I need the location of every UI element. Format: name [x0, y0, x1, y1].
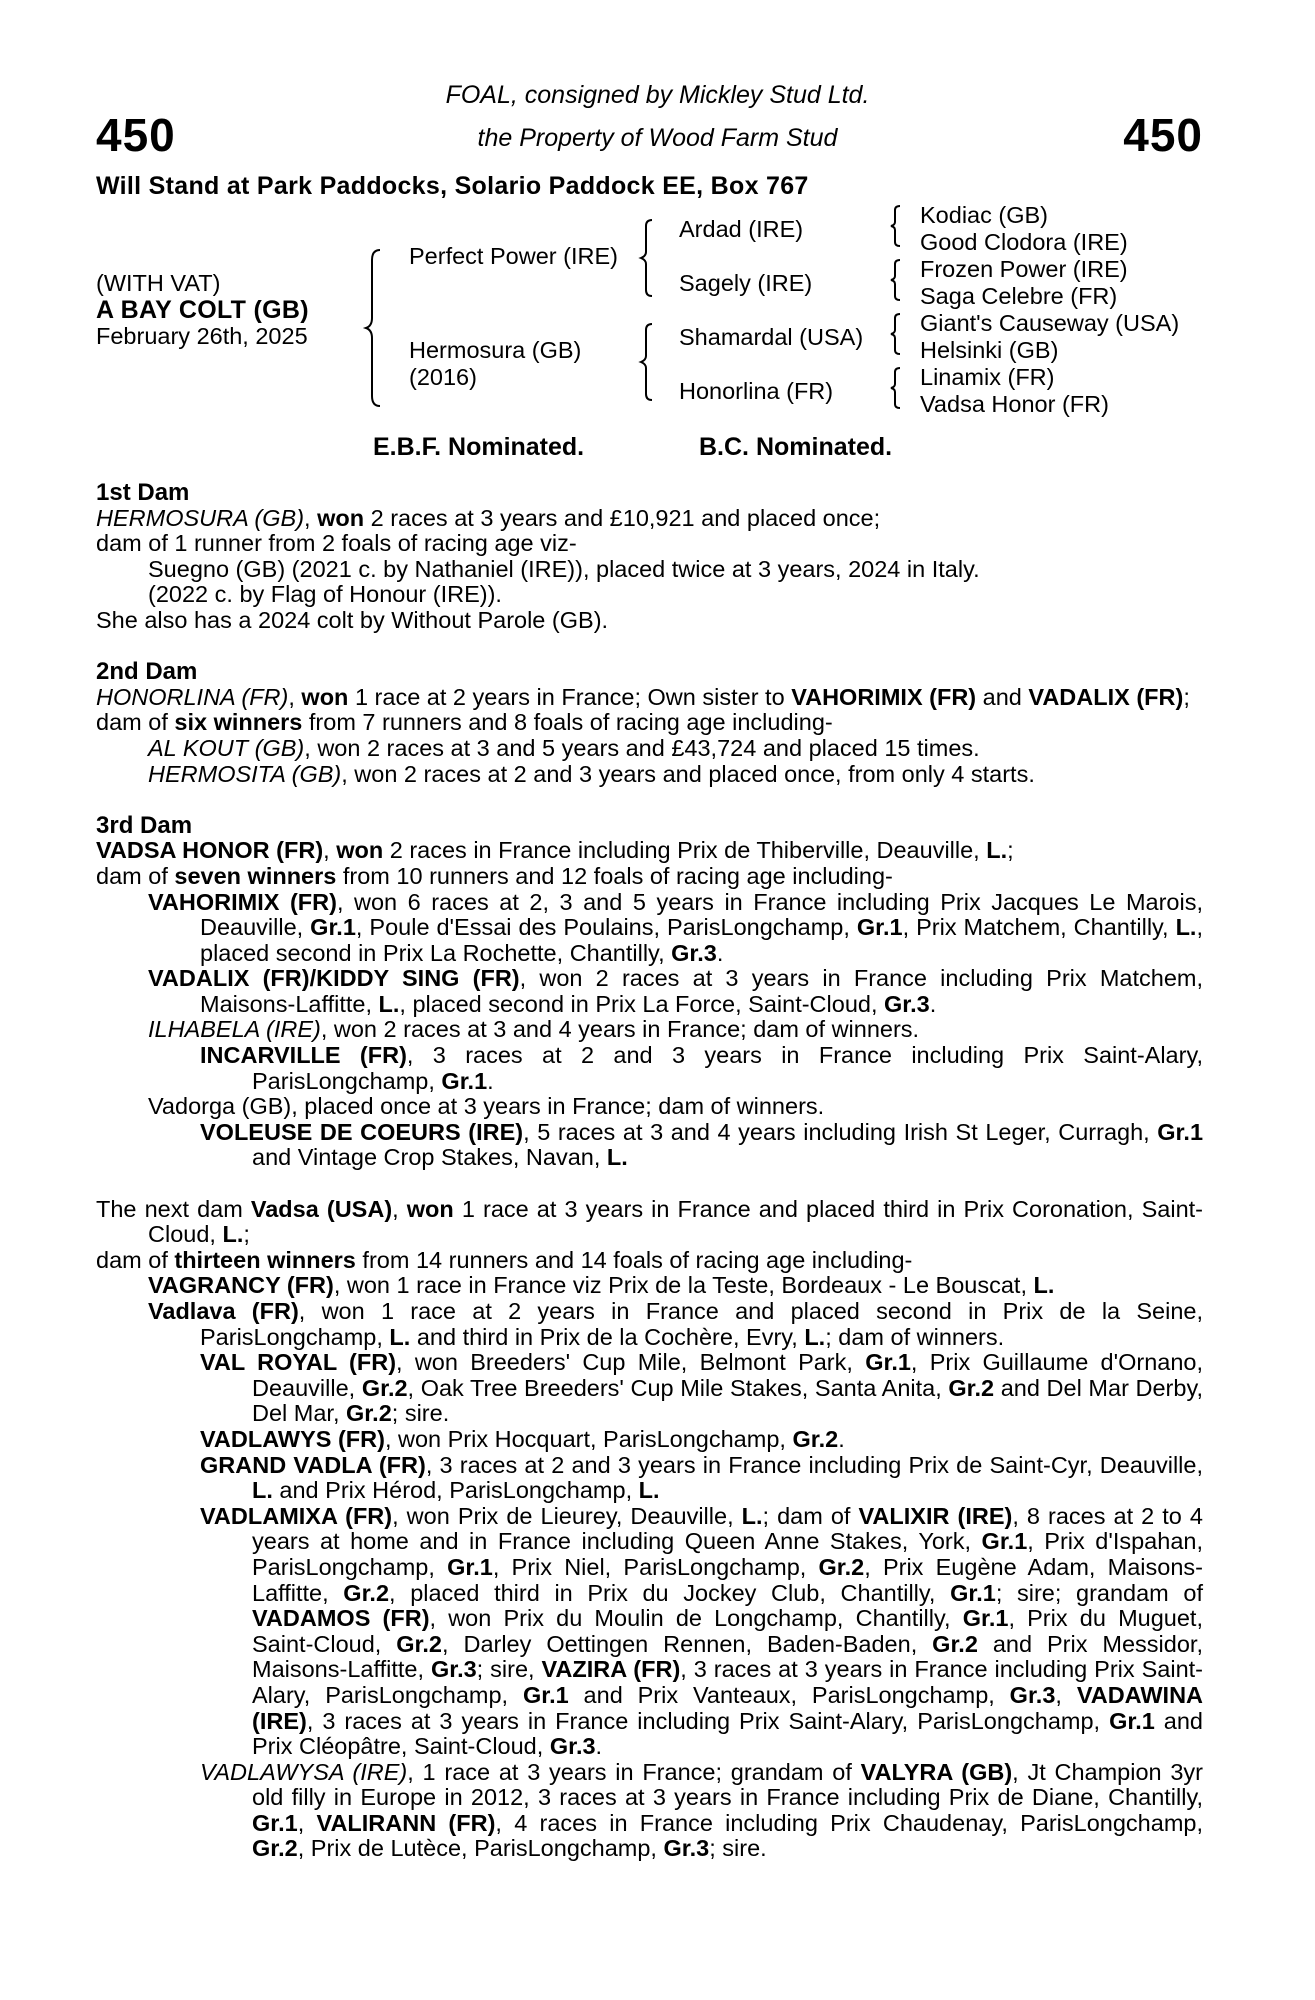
- second-dam-section: [96, 659, 1203, 787]
- next-dam-offspring-vagrancy: VAGRANCY (FR), won 1 race in France viz Prix de la Teste, Bordeaux - Le Bouscat, L.: [148, 1272, 1055, 1299]
- dd-dam-name: Vadsa Honor (FR): [920, 391, 1109, 417]
- sire-sire-name: Ardad (IRE): [679, 216, 804, 242]
- ds-dam-name: Helsinki (GB): [920, 337, 1059, 363]
- sire-dam-name: Sagely (IRE): [679, 270, 813, 296]
- first-dam-record: HERMOSURA (GB), won 2 races at 3 years and £10,921 and placed once;: [96, 504, 881, 531]
- next-dam-record: The next dam Vadsa (USA), won 1 race at 3 years in France and placed third in Prix Coronation, Saint-Cloud, L.;: [96, 1195, 1203, 1248]
- ilhabela-offspring-incarville: INCARVILLE (FR), 3 races at 2 and 3 years in France including Prix Saint-Alary, ParisLongchamp, Gr.1.: [200, 1042, 1203, 1094]
- third-dam-heading: 3rd Dam: [96, 811, 193, 839]
- third-dam-offspring-vahorimix: VAHORIMIX (FR), won 6 races at 2, 3 and 5 years in France including Prix Jacques Le Marois, Deauville, Gr.1, Poule d'Essai des Poulains, ParisLongchamp, Gr.1, Prix Matchem, Chantilly, L., placed second in Prix La Rochette, Chantilly, Gr.3.: [148, 888, 1204, 966]
- bc-nomination: B.C. Nominated.: [699, 433, 893, 461]
- first-dam-heading: 1st Dam: [96, 479, 190, 506]
- vadlava-offspring-vadlawysa: VADLAWYSA (IRE), 1 race at 3 years in France; grandam of VALYRA (GB), Jt Champion 3yr old filly in Europe in 2012, 3 races at 3 years in France including Prix de Diane, Chantilly, Gr.1, VALIRANN (FR), 4 races in France including Prix Chaudenay, ParisLongchamp, Gr.2, Prix de Lutèce, ParisLongchamp, Gr.3; sire.: [200, 1758, 1204, 1862]
- lot-description: A BAY COLT (GB): [96, 296, 309, 324]
- consignment-line-1: FOAL, consigned by Mickley Stud Ltd.: [445, 81, 870, 109]
- dd-sire-name: Linamix (FR): [920, 364, 1055, 390]
- ds-brace: [890, 312, 904, 356]
- vadlava-offspring-grand-vadla: GRAND VADLA (FR), 3 races at 2 and 3 years in France including Prix de Saint-Cyr, Deauville, L. and Prix Hérod, ParisLongchamp, L.: [200, 1451, 1203, 1504]
- sire-name: Perfect Power (IRE): [409, 243, 618, 269]
- third-dam-offspring-ilhabela: ILHABELA (IRE), won 2 races at 3 and 4 years in France; dam of winners.: [148, 1016, 920, 1043]
- third-dam-section: [96, 813, 1203, 1171]
- next-dam-section: [96, 1197, 1203, 1862]
- second-dam-produce: dam of six winners from 7 runners and 8 foals of racing age including-: [96, 709, 833, 736]
- dam-brace: [640, 322, 656, 402]
- first-dam-name: HERMOSURA (GB): [96, 504, 305, 531]
- vadlava-offspring-vadlawys: VADLAWYS (FR), won Prix Hocquart, ParisLongchamp, Gr.2.: [200, 1425, 845, 1452]
- first-dam-offspring-2: (2022 c. by Flag of Honour (IRE)).: [148, 581, 502, 608]
- next-dam-produce: dam of thirteen winners from 14 runners and 14 foals of racing age including-: [96, 1246, 913, 1273]
- catalogue-body: [96, 480, 1203, 1862]
- sd-dam-name: Saga Celebre (FR): [920, 283, 1118, 309]
- next-dam-offspring-vadlava: Vadlava (FR), won 1 race at 2 years in France and placed second in Prix de la Seine, ParisLongchamp, L. and third in Prix de la Cochère, Evry, L.; dam of winners.: [148, 1298, 1203, 1350]
- dam-sire-name: Shamardal (USA): [679, 324, 864, 350]
- vat-note: (WITH VAT): [96, 270, 221, 296]
- first-dam-produce-intro: dam of 1 runner from 2 foals of racing age viz-: [96, 530, 577, 557]
- first-dam-section: [96, 480, 1203, 634]
- vadlava-offspring-val-royal: VAL ROYAL (FR), won Breeders' Cup Mile, Belmont Park, Gr.1, Prix Guillaume d'Ornano, Deauville, Gr.2, Oak Tree Breeders' Cup Mile Stakes, Santa Anita, Gr.2 and Del Mar Derby, Del Mar, Gr.2; sire.: [200, 1349, 1203, 1427]
- first-dam-offspring-1: Suegno (GB) (2021 c. by Nathaniel (IRE)), placed twice at 3 years, 2024 in Italy.: [148, 555, 980, 582]
- dam-dam-name: Honorlina (FR): [679, 378, 834, 404]
- sd-brace: [890, 258, 904, 302]
- third-dam-offspring-vadalix: VADALIX (FR)/KIDDY SING (FR), won 2 races at 3 years in France including Prix Matchem, Maisons-Laffitte, L., placed second in Prix La Force, Saint-Cloud, Gr.3.: [148, 965, 1203, 1017]
- stabling-info: Will Stand at Park Paddocks, Solario Paddock EE, Box 767: [96, 172, 809, 200]
- sire-brace: [640, 218, 656, 298]
- second-dam-offspring-1: AL KOUT (GB), won 2 races at 3 and 5 years and £43,724 and placed 15 times.: [148, 734, 980, 761]
- vadlava-offspring-vadlamixa: VADLAMIXA (FR), won Prix de Lieurey, Deauville, L.; dam of VALIXIR (IRE), 8 races at 2 to 4 years at home and in France including Queen Anne Stakes, York, Gr.1, Prix d'Ispahan, ParisLongchamp, Gr.1, Prix Niel, ParisLongchamp, Gr.2, Prix Eugène Adam, Maisons-Laffitte, Gr.2, placed third in Prix du Jockey Club, Chantilly, Gr.1; sire; grandam of VADAMOS (FR), won Prix du Moulin de Longchamp, Chantilly, Gr.1, Prix du Muguet, Saint-Cloud, Gr.2, Darley Oettingen Rennen, Baden-Baden, Gr.2 and Prix Messidor, Maisons-Laffitte, Gr.3; sire, VAZIRA (FR), 3 races at 3 years in France including Prix Saint-Alary, ParisLongchamp, Gr.1 and Prix Vanteaux, ParisLongchamp, Gr.3, VADAWINA (IRE), 3 races at 3 years in France including Prix Saint-Alary, ParisLongchamp, Gr.1 and Prix Cléopâtre, Saint-Cloud, Gr.3.: [200, 1502, 1204, 1760]
- vadorga-offspring-voleuse: VOLEUSE DE COEURS (IRE), 5 races at 3 and 4 years including Irish St Leger, Curragh, Gr.1 and Vintage Crop Stakes, Navan, L.: [200, 1118, 1204, 1171]
- first-dam-note: She also has a 2024 colt by Without Parole (GB).: [96, 606, 609, 633]
- foaling-date: February 26th, 2025: [96, 323, 308, 349]
- third-dam-offspring-vadorga: Vadorga (GB), placed once at 3 years in France; dam of winners.: [148, 1093, 825, 1120]
- second-dam-offspring-2: HERMOSITA (GB), won 2 races at 2 and 3 years and placed once, from only 4 starts.: [148, 760, 1035, 787]
- consignment-line-2: the Property of Wood Farm Stud: [477, 124, 838, 152]
- dam-year: (2016): [409, 364, 477, 390]
- second-dam-heading: 2nd Dam: [96, 658, 198, 686]
- sd-sire-name: Frozen Power (IRE): [920, 256, 1128, 282]
- third-dam-record: VADSA HONOR (FR), won 2 races in France including Prix de Thiberville, Deauville, L.;: [96, 837, 1014, 864]
- third-dam-produce: dam of seven winners from 10 runners and 12 foals of racing age including-: [96, 862, 893, 889]
- main-pedigree-brace: [366, 248, 386, 408]
- ds-sire-name: Giant's Causeway (USA): [920, 310, 1180, 336]
- dam-name: Hermosura (GB): [409, 337, 582, 363]
- lot-number-left: 450: [96, 109, 176, 161]
- second-dam-record: HONORLINA (FR), won 1 race at 2 years in France; Own sister to VAHORIMIX (FR) and VADALIX (FR);: [96, 683, 1190, 710]
- lot-number-right: 450: [1123, 109, 1203, 161]
- ss-sire-name: Kodiac (GB): [920, 202, 1048, 228]
- dd-brace: [890, 366, 904, 410]
- ss-dam-name: Good Clodora (IRE): [920, 229, 1128, 255]
- ebf-nomination: E.B.F. Nominated.: [373, 433, 585, 461]
- ss-brace: [890, 204, 904, 248]
